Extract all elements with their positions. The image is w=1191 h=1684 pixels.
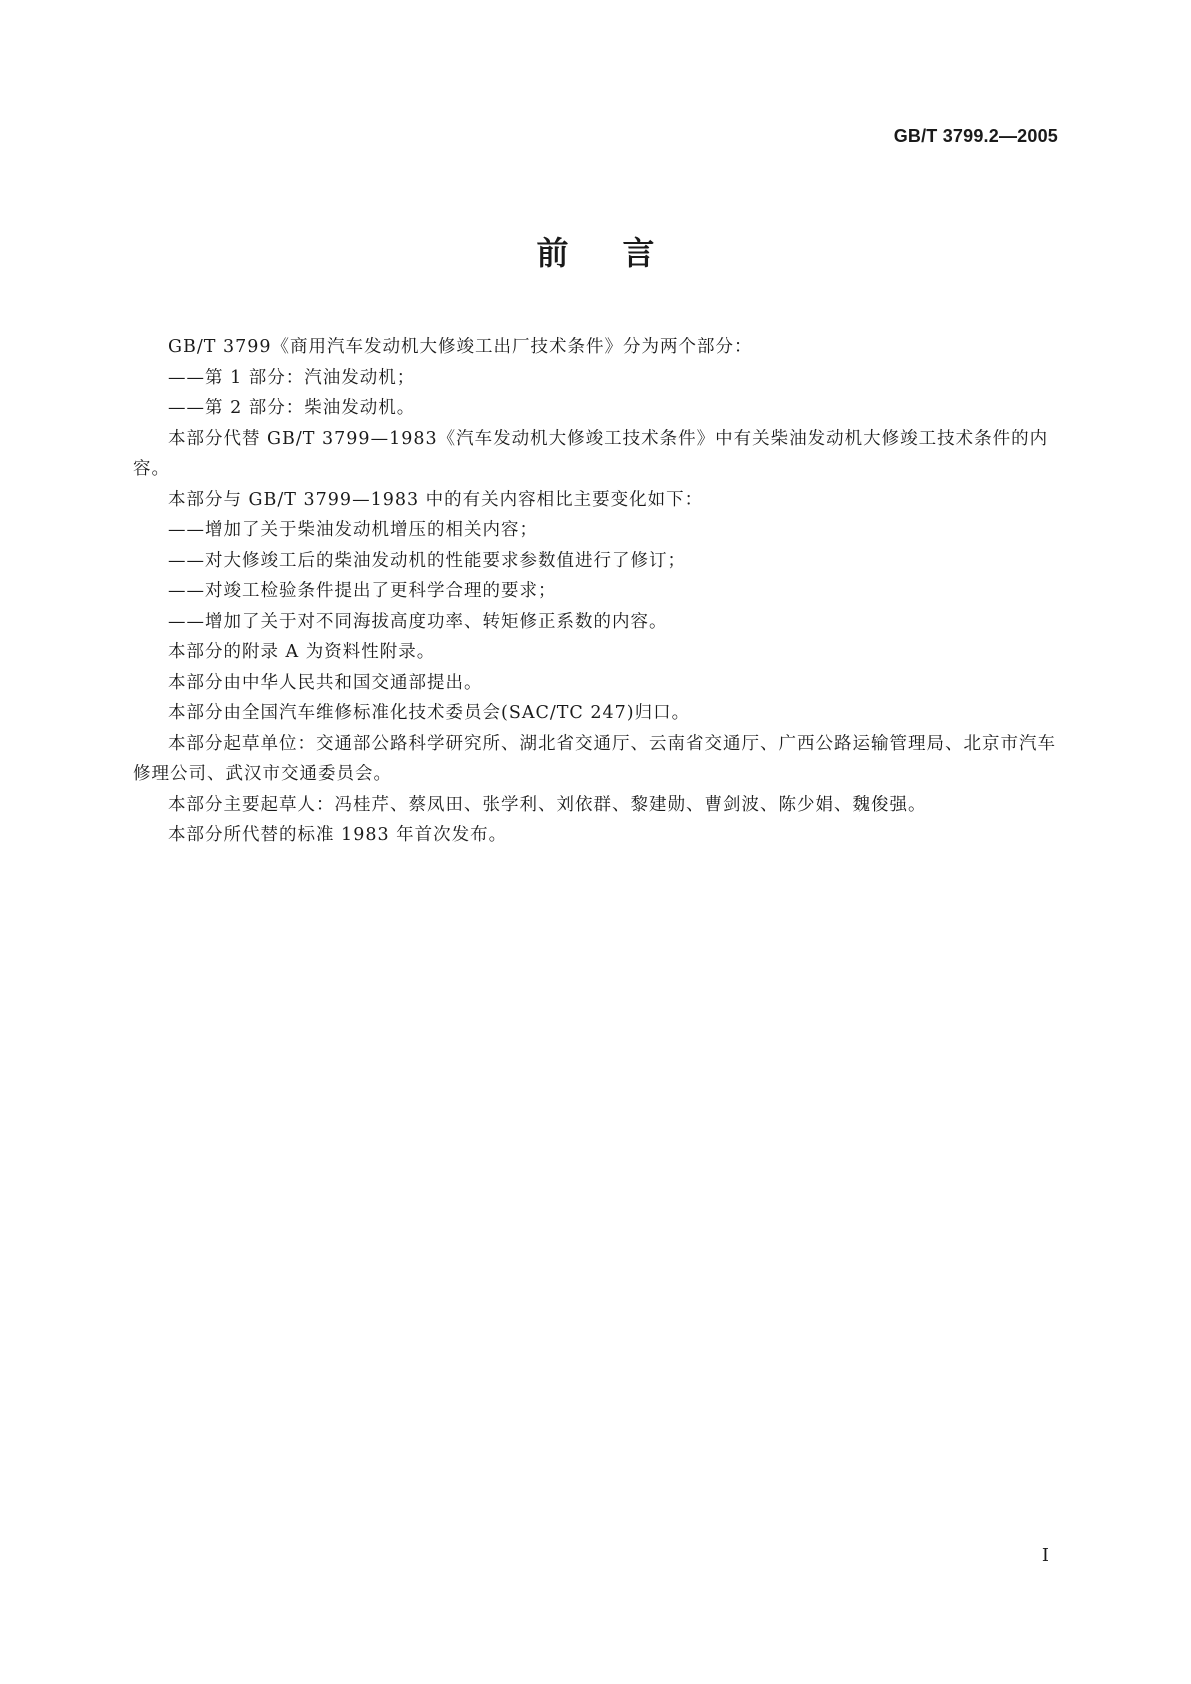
paragraph-2: ——第 1 部分：汽油发动机； — [168, 367, 416, 388]
page-number: I — [1041, 1545, 1049, 1566]
paragraph-4: 本部分代替 GB/T 3799—1983《汽车发动机大修竣工技术条件》中有关柴油发动机大修竣工技术条件的内容。 — [133, 428, 1049, 479]
paragraph-8: ——对竣工检验条件提出了更科学合理的要求； — [168, 581, 557, 601]
paragraph-13: 本部分起草单位：交通部公路科学研究所、湖北省交通厅、云南省交通厅、广西公路运输管理局、北京市汽车修理公司、武汉市交通委员会。 — [133, 733, 1056, 784]
paragraph-14: 本部分主要起草人：冯桂芹、蔡凤田、张学利、刘依群、黎建勋、曹剑波、陈少娟、魏俊强。 — [168, 794, 927, 815]
standard-code: GB/T 3799.2—2005 — [893, 126, 1058, 146]
paragraph-10: 本部分的附录 A 为资料性附录。 — [168, 642, 436, 662]
paragraph-6: ——增加了关于柴油发动机增压的相关内容； — [168, 520, 538, 540]
paragraph-1: GB/T 3799《商用汽车发动机大修竣工出厂技术条件》分为两个部分： — [168, 337, 753, 357]
paragraph-12: 本部分由全国汽车维修标准化技术委员会(SAC/TC 247)归口。 — [168, 703, 691, 723]
paragraph-3: ——第 2 部分：柴油发动机。 — [168, 398, 416, 418]
paragraph-15: 本部分所代替的标准 1983 年首次发布。 — [168, 825, 508, 845]
foreword-body — [133, 332, 1058, 851]
paragraph-5: 本部分与 GB/T 3799—1983 中的有关内容相比主要变化如下： — [168, 489, 704, 510]
paragraph-9: ——增加了关于对不同海拔高度功率、转矩修正系数的内容。 — [168, 611, 668, 632]
page-title: 前言 — [536, 234, 709, 272]
paragraph-11: 本部分由中华人民共和国交通部提出。 — [168, 672, 483, 693]
paragraph-7: ——对大修竣工后的柴油发动机的性能要求参数值进行了修订； — [168, 550, 686, 571]
